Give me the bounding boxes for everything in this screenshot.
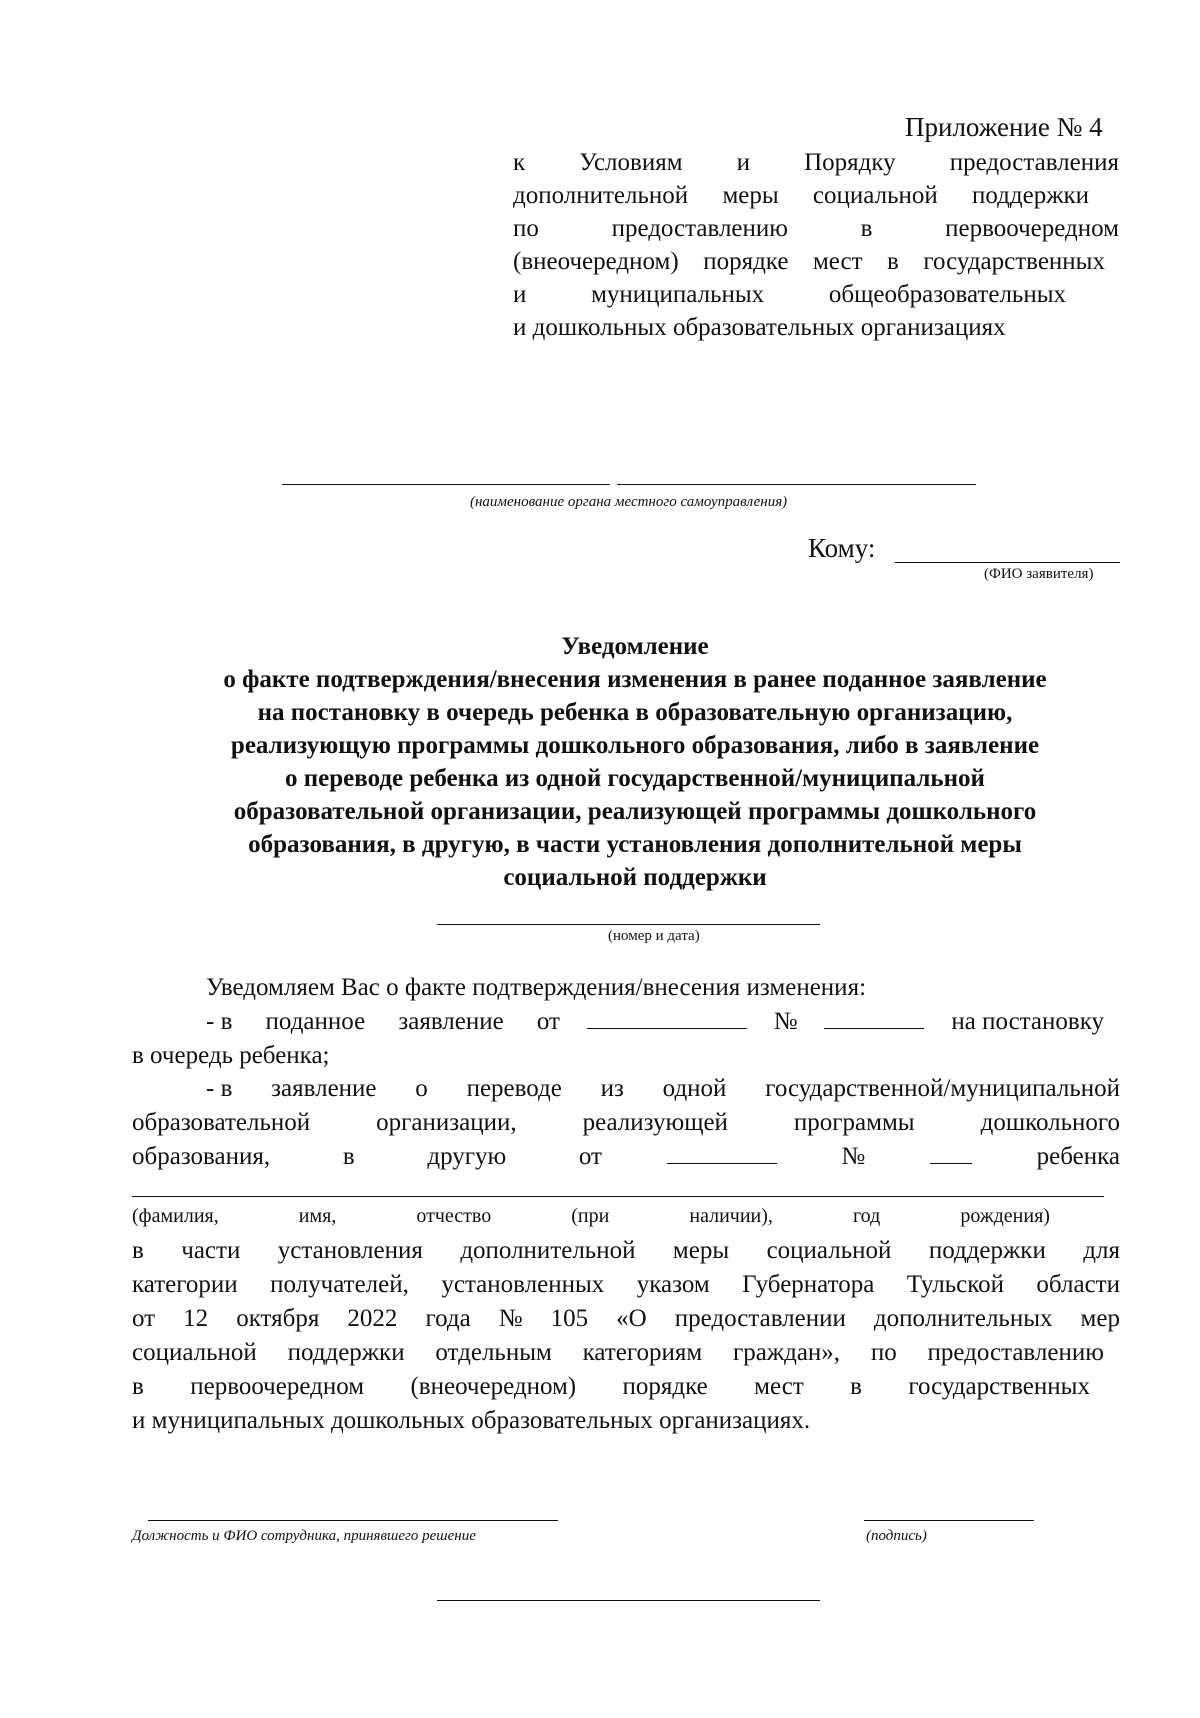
child-name-line [132,1196,1104,1197]
notice-title-line: реализующую программы дошкольного образования, либо в заявление [230,732,1040,759]
child-caption-word: (фамилия, [132,1205,219,1227]
paragraph-line-1 [132,1237,1120,1265]
item2-word: в [342,1143,355,1170]
item2-date-blank [667,1143,777,1164]
paragraph-word: № [498,1305,523,1332]
annex-word: меры [722,182,779,209]
annex-word: дополнительной [513,182,689,209]
annex-word: государственных [923,248,1105,275]
position-caption: Должность и ФИО сотрудника, принявшего решение [132,1528,476,1544]
annex-line [513,278,1066,311]
paragraph-word: Тульской [906,1271,1004,1298]
annex-word: в [860,215,873,242]
paragraph-word: октября [236,1305,320,1332]
paragraph-word: Губернатора [742,1271,875,1298]
annex-word: социальной [812,182,938,209]
item2-line3 [132,1143,1120,1171]
item2-word: о [415,1075,428,1102]
child-caption-word: наличии), [689,1205,773,1227]
notice-title-line: образования, в другую, в части установления дополнительной меры [248,831,1022,858]
paragraph-word: предоставлении [674,1305,846,1332]
paragraph-word: первоочередном [190,1373,365,1400]
paragraph-line-2 [132,1271,1120,1299]
item2-word: государственной/муниципальной [765,1075,1120,1102]
paragraph-word: от [132,1305,156,1332]
item2-word: образовательной [132,1109,311,1136]
paragraph-word: установления [277,1237,423,1264]
notice-title [120,630,1150,894]
paragraph-word: 105 [550,1305,589,1332]
recipient-caption: (ФИО заявителя) [984,566,1094,582]
item2-line3-words [132,1143,602,1171]
paragraph-word: меры [672,1237,730,1264]
notice-heading: Уведомление [561,633,709,660]
annex-word: первоочередном [945,215,1119,242]
paragraph-word: отдельным [435,1339,552,1366]
notice-title-line: социальной поддержки [503,864,767,891]
authority-line-right [617,484,976,485]
child-caption-word: (при [571,1205,610,1227]
item2-word: заявление [271,1075,377,1102]
item2-word: реализующей [582,1109,728,1136]
item1-date-blank [587,1008,747,1029]
paragraph-word: мер [1080,1305,1120,1332]
annex-line [513,179,1089,212]
item2-word: дошкольного [980,1109,1120,1136]
paragraph-word: «О [616,1305,647,1332]
intro-text: Уведомляем Вас о факте подтверждения/внесения изменения: [206,974,867,1001]
child-caption-word: отчество [416,1205,492,1227]
item2-word: образования, [132,1143,271,1170]
child-caption-word: рождения) [960,1205,1050,1227]
annex-word: предоставлению [611,215,788,242]
number-date-caption: (номер и дата) [608,928,700,944]
paragraph-word: года [425,1305,471,1332]
item1-word: от [536,1008,560,1035]
paragraph-word: поддержки [287,1339,405,1366]
paragraph-word: в [132,1373,144,1400]
child-caption [132,1205,1050,1228]
item2-number-blank [930,1143,972,1164]
item2-word: одной [662,1075,727,1102]
signature-line [864,1520,1034,1521]
notice-title-line: образовательной организации, реализующей программы дошкольного [233,798,1037,825]
annex-word: и дошкольных образовательных организациях [513,314,1006,341]
paragraph-word: категории [132,1271,238,1298]
item1-word: поданное [265,1008,366,1035]
annex-word: поддержки [972,182,1089,209]
authority-caption: (наименование органа местного самоуправления) [470,494,788,510]
annex-title: Приложение № 4 [905,112,1103,142]
annex-word: Порядку [804,149,896,176]
item2-word: другую [427,1143,507,1170]
item2-no: № [841,1143,866,1170]
paragraph-line-4 [132,1339,1104,1367]
item1-end: на постановку [951,1008,1104,1035]
paragraph-word: области [1036,1271,1120,1298]
paragraph-word: государственных [908,1373,1090,1400]
item2-word: от [578,1143,602,1170]
annex-word: предоставления [949,149,1119,176]
paragraph-line-3 [132,1305,1120,1333]
paragraph-word: категориям [582,1339,703,1366]
recipient-label: Кому: [808,533,876,563]
annex-line [513,245,1105,278]
paragraph-word: части [181,1237,241,1264]
item2-word: переводе [466,1075,562,1102]
annex-word: мест [812,248,863,275]
paragraph-word: дополнительной [460,1237,636,1264]
paragraph-word: поддержки [928,1237,1046,1264]
item1-words [206,1008,560,1036]
item2-line1 [206,1075,1120,1103]
paragraph-line-6: и муниципальных дошкольных образовательных организациях. [132,1407,811,1434]
item1-word: заявление [398,1008,504,1035]
item2-end: ребенка [1036,1143,1120,1170]
recipient-line [895,562,1120,563]
paragraph-word: установленных [441,1271,605,1298]
paragraph-word: в [850,1373,862,1400]
item2-word: организации, [376,1109,517,1136]
bottom-line [437,1600,820,1601]
paragraph-line-5 [132,1373,1090,1401]
paragraph-word: по [870,1339,897,1366]
paragraph-word: 12 [183,1305,209,1332]
paragraph-word: в [132,1237,144,1264]
item2-word: программы [793,1109,915,1136]
annex-line [513,212,1119,245]
item1-word: - в [206,1008,233,1035]
annex-reference [513,146,1119,344]
annex-word: и [736,149,751,176]
position-line [148,1520,558,1521]
paragraph-word: социальной [766,1237,892,1264]
annex-word: по [513,215,539,242]
notice-title-line: о переводе ребенка из одной государственной/муниципальной [285,765,985,792]
item2-line2 [132,1109,1120,1137]
number-date-line [437,924,820,925]
item1-cont: в очередь ребенка; [132,1042,330,1069]
annex-line [513,146,1119,179]
notice-title-line: на постановку в очередь ребенка в образовательную организацию, [257,699,1013,726]
annex-word: (внеочередном) [513,248,679,275]
annex-word: Условиям [579,149,683,176]
item1-no: № [773,1008,798,1035]
annex-word: порядке [703,248,789,275]
annex-word: и [513,281,527,308]
paragraph-word: граждан», [732,1339,841,1366]
paragraph-word: социальной [132,1339,257,1366]
item2-word: из [600,1075,624,1102]
signature-caption: (подпись) [866,1528,927,1544]
notice-title-line: о факте подтверждения/внесения изменения в ранее поданное заявление [223,666,1047,693]
item1-line [206,1008,1104,1036]
paragraph-word: указом [636,1271,710,1298]
paragraph-word: получателей, [270,1271,409,1298]
annex-word: общеобразовательных [828,281,1066,308]
paragraph-word: порядке [622,1373,708,1400]
item2-word: - в [206,1075,233,1102]
annex-word: к [513,149,526,176]
paragraph-word: (внеочередном) [410,1373,577,1400]
paragraph-word: предоставлению [927,1339,1104,1366]
child-caption-word: год [852,1205,881,1227]
authority-line-left [282,484,610,485]
paragraph-word: дополнительных [873,1305,1053,1332]
annex-line [513,311,1119,344]
paragraph-word: 2022 [347,1305,398,1332]
annex-word: муниципальных [591,281,765,308]
child-caption-word: имя, [298,1205,337,1227]
annex-word: в [887,248,899,275]
paragraph-word: мест [754,1373,804,1400]
item1-number-blank [824,1008,924,1029]
paragraph-word: для [1083,1237,1120,1264]
